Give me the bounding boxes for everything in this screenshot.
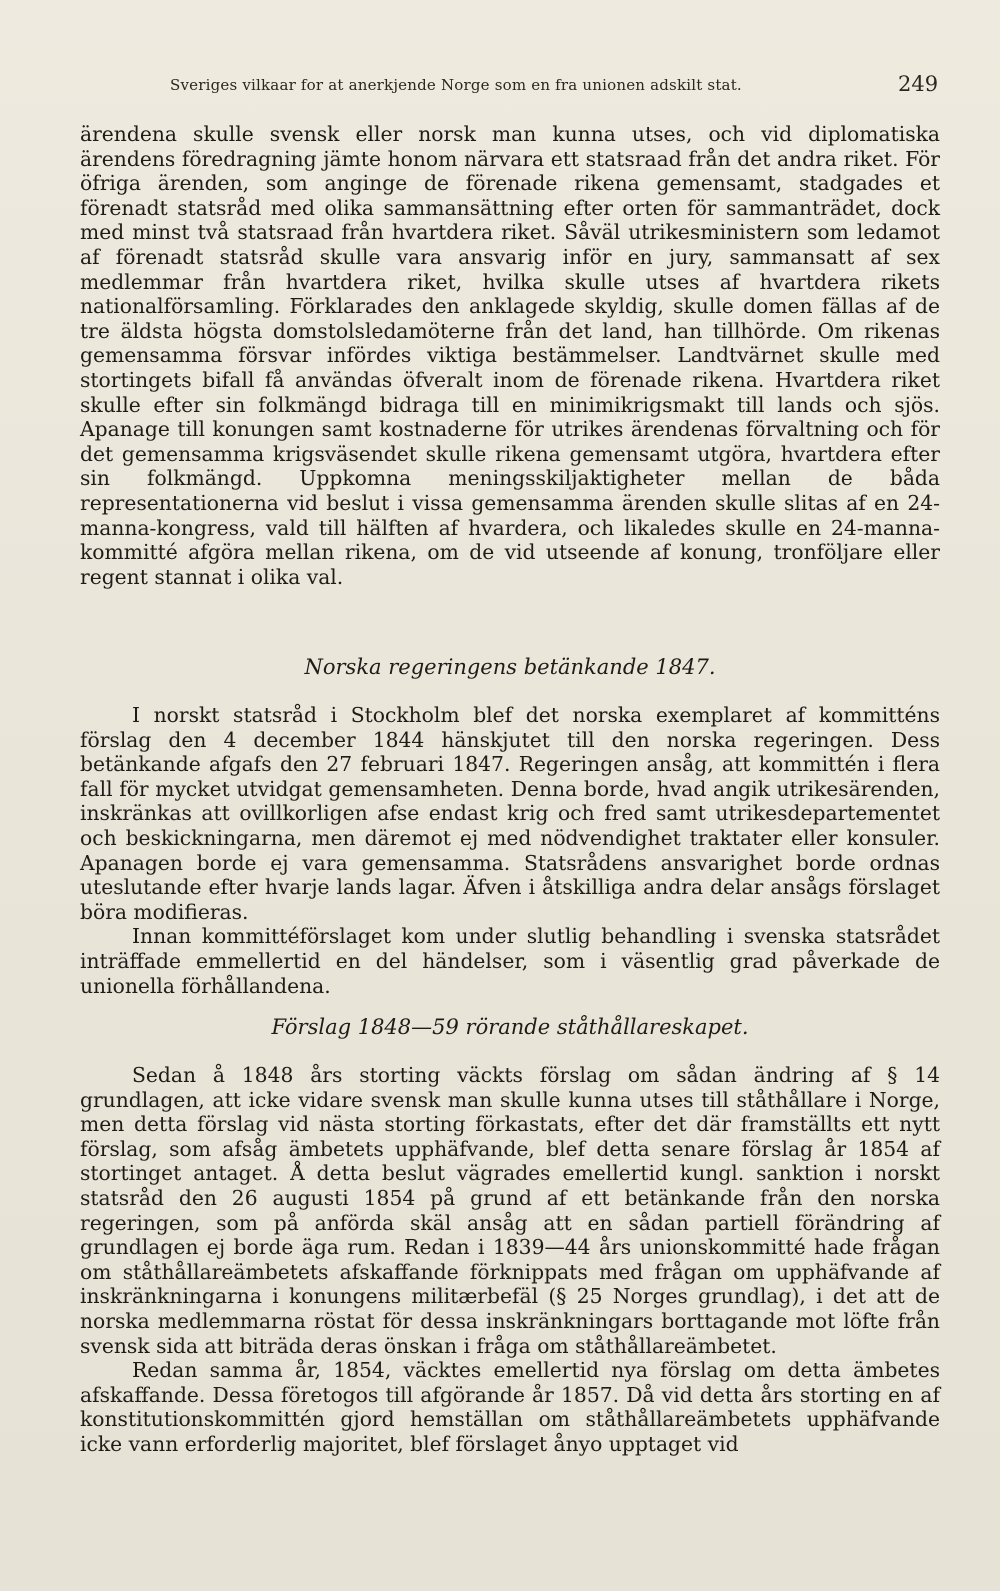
text-block-3 — [80, 1063, 940, 1457]
section-heading-forslag-stathallareskapet: Förslag 1848—59 rörande ståthållareskapet. — [271, 1015, 749, 1039]
page-number: 249 — [898, 72, 939, 96]
section-heading-norska-regeringens-betankande: Norska regeringens betänkande 1847. — [304, 655, 716, 679]
text-block-2 — [80, 703, 940, 998]
paragraph: ärendena skulle svensk eller norsk man kunna utses, och vid diplomatiska ärendens föredragning jämte honom närvara ett statsraad från det andra riket. För öfriga ärenden, som anginge de förenade rikena gemensamt, stadgades et förenadt statsråd med olika sammansättning efter orten för sammanträdet, dock med minst två statsraad från hvartdera riket. Såväl utrikesministern som ledamot af förenadt statsråd skulle vara ansvarig inför en jury, sammansatt af sex medlemmar från hvartdera riket, hvilka skulle utses af hvartdera rikets nationalförsamling. Förklarades den anklagede skyldig, skulle domen fällas af de tre äldsta högsta domstolsledamöterne från det land, han tillhörde. Om rikenas gemensamma försvar infördes viktiga bestämmelser. Landtvärnet skulle med stortingets bifall få användas öfveralt inom de förenade rikena. Hvartdera riket skulle efter sin folkmängd bidraga till en minimikrigsmakt till lands och sjös. Apanage till konungen samt kostnaderne för utrikes ärendenas förvaltning och för det gemensamma krigsväsendet skulle rikena gemensamt utgöra, hvartdera efter sin folkmängd. Uppkomna meningsskiljaktigheter mellan de båda representationerna vid beslut i vissa gemensamma ärenden skulle slitas af en 24-manna-kongress, vald till hälften af hvardera, och likaledes skulle en 24-manna-kommitté afgöra mellan rikena, om de vid utseende af konung, tronföljare eller regent stannat i olika val. — [80, 122, 940, 589]
paragraph: I norskt statsråd i Stockholm blef det norska exemplaret af kommitténs förslag den 4 december 1844 hänskjutet till den norska regeringen. Dess betänkande afgafs den 27 februari 1847. Regeringen ansåg, att kommittén i flera fall för mycket utvidgat gemensamheten. Denna borde, hvad angik utrikesärenden, inskränkas att ovillkorligen afse endast krig och fred samt utrikesdepartementet och beskickningarna, men däremot ej med nödvendighet traktater eller konsuler. Apanagen borde ej vara gemensamma. Statsrådens ansvarighet borde ordnas uteslutande efter hvarje lands lagar. Äfven i åtskilliga andra delar ansågs förslaget böra modifieras. — [80, 703, 940, 924]
running-head-title: Sveriges vilkaar for at anerkjende Norge som en fra unionen adskilt stat. — [170, 76, 742, 94]
paragraph: Sedan å 1848 års storting väckts förslag om sådan ändring af § 14 grundlagen, att icke vidare svensk man skulle kunna utses till ståthållare i Norge, men detta förslag vid nästa storting förkastats, efter det där framställts ett nytt förslag, som afsåg ämbetets upphäfvande, blef detta senare förslag år 1854 af stortinget antaget. Å detta beslut vägrades emellertid kungl. sanktion i norskt statsråd den 26 augusti 1854 på grund af ett betänkande från den norska regeringen, som på anförda skäl ansåg att en sådan partiell förändring af grundlagen ej borde äga rum. Redan i 1839—44 års unionskommitté hade frågan om ståthållareämbetets afskaffande förknippats med frågan om upphäfvande af inskränkningarna i konungens militærbefäl (§ 25 Norges grundlag), i det att de norska medlemmarna röstat för dessa inskränkningars borttagande mot löfte från svensk sida att biträda deras önskan i fråga om ståthållareämbetet. — [80, 1063, 940, 1358]
paragraph: Innan kommittéförslaget kom under slutlig behandling i svenska statsrådet inträffade emmellertid en del händelser, som i väsentlig grad påverkade de unionella förhållandena. — [80, 924, 940, 998]
paragraph: Redan samma år, 1854, väcktes emellertid nya förslag om detta ämbetes afskaffande. Dessa företogos till afgörande år 1857. Då vid detta års storting en af konstitutionskommittén gjord hemställan om ståthållareämbetets upphäfvande icke vann erforderlig majoritet, blef förslaget ånyo upptaget vid — [80, 1358, 940, 1456]
text-block-1 — [80, 122, 940, 589]
